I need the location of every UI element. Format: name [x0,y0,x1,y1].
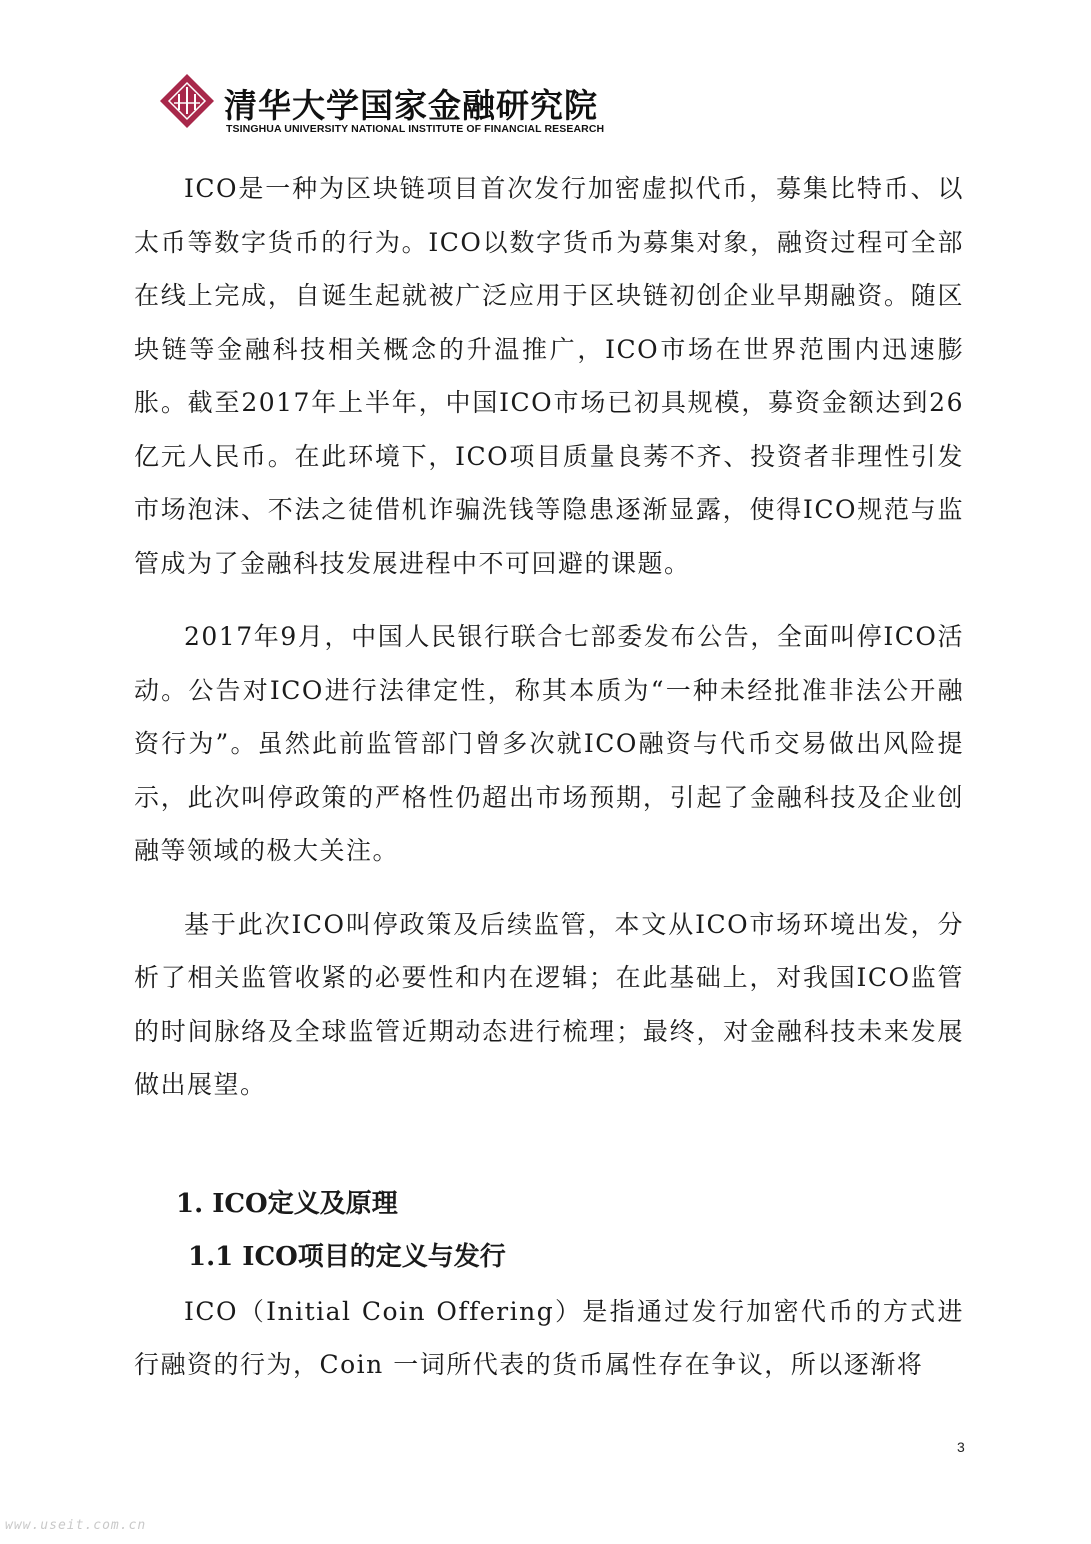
intro-paragraph-2: 2017年9月，中国人民银行联合七部委发布公告，全面叫停ICO活动。公告对ICO进行法律定性，称其本质为“一种未经批准非法公开融资行为”。虽然此前监管部门曾多次就ICO融资与代币交易做出风险提示，此次叫停政策的严格性仍超出市场预期，引起了金融科技及企业创融等领域的极大关注。 [134,622,964,865]
watermark: www.useit.com.cn [5,1518,147,1533]
page-number: 3 [957,1439,965,1455]
subsection-heading: 1.1 ICO项目的定义与发行 [188,1242,506,1272]
intro-paragraph-1: ICO是一种为区块链项目首次发行加密虚拟代币，募集比特币、以太币等数字货币的行为。ICO以数字货币为募集对象，融资过程可全部在线上完成，自诞生起就被广泛应用于区块链初创企业早期融资。随区块链等金融科技相关概念的升温推广，ICO市场在世界范围内迅速膨胀。截至2017年上半年，中国ICO市场已初具规模，募资金额达到26亿元人民币。在此环境下，ICO项目质量良莠不齐、投资者非理性引发市场泡沫、不法之徒借机诈骗洗钱等隐患逐渐显露，使得ICO规范与监管成为了金融科技发展进程中不可回避的课题。 [134,174,964,578]
institute-name-en: TSINGHUA UNIVERSITY NATIONAL INSTITUTE OF FINANCIAL RESEARCH [226,123,605,135]
document-body [134,162,964,1392]
institute-emblem-icon [160,74,214,128]
section-paragraph: ICO（Initial Coin Offering）是指通过发行加密代币的方式进行融资的行为，Coin 一词所代表的货币属性存在争议，所以逐渐将 [134,1296,964,1379]
intro-paragraph-3: 基于此次ICO叫停政策及后续监管，本文从ICO市场环境出发，分析了相关监管收紧的必要性和内在逻辑；在此基础上，对我国ICO监管的时间脉络及全球监管近期动态进行梳理；最终，对金融科技未来发展做出展望。 [134,909,964,1099]
section-heading: 1. ICO定义及原理 [176,1188,398,1219]
institute-name-cn: 清华大学国家金融研究院 [224,86,598,125]
